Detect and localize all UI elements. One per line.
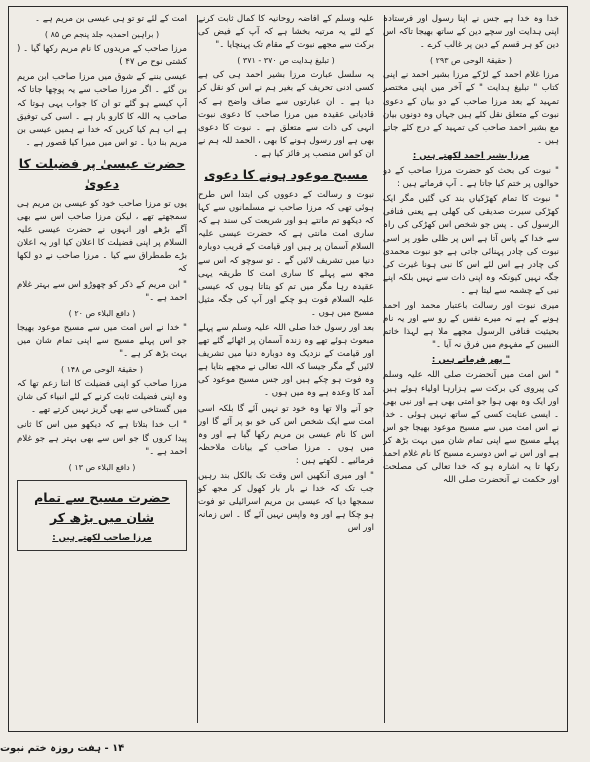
paragraph: " نبوت کا تمام کھڑکیاں بند کی گئیں مگر ایک کھڑکی سیرت صدیقی کی کھلی ہے یعنی فنافی الرسول کی ۔ پس جو شخص اس کھڑکی کی راہ سے خدا کے پاس آتا ہے اس پر ظلی طور پر اسی نبوت کی چادر پہنائی جاتی ہے جو نبوت محمدی کی چادر ہے اس لئے اس کا نبی ہونا غیرت کی جگہ نہیں کیونکہ وہ اپنی ذات سے نہیں بلکہ اپنے نبی کے چشمہ سے لیتا ہے ۔ bbox=[383, 194, 559, 296]
quote: " اب خدا بتلاتا ہے کہ دیکھو میں اس کا ثانی پیدا کروں گا جو اس سے بھی بہتر ہے جو غلام احمد ہے ۔" bbox=[17, 420, 187, 457]
paragraph: امت کے لئے تو تو ہی عیسی بن مریم ہے ۔ bbox=[34, 14, 187, 24]
reference: ( دافع البلاء ص ۲۰ ) bbox=[68, 308, 136, 318]
page-frame bbox=[8, 6, 568, 732]
paragraph: مرزا غلام احمد کے لڑکے مرزا بشیر احمد نے اپنی کتاب " تبلیغ ہدایت " کے آخر میں اپنی مختصر تمہید کے بعد مرزا صاحب کے دو بیان کے دعوی نبوت کے متعلق نقل کئے ہیں جہاں وہ دونوں بیان مع بشیر احمد صاحب کی تمہید کے درج کئے جاتے ہیں ۔ bbox=[383, 70, 559, 146]
box-subheading: مرزا صاحب لکھتے ہیں : bbox=[52, 532, 152, 543]
paragraph: میری نبوت اور رسالت باعتبار محمد اور احمد ہونے کے ہے نہ میرے نفس کے رو سے اور یہ نام بحیثیت فنافی الرسول مجھے ملا ہے لہذا خاتم النبیین کے مفہوم میں فرق نہ آیا ۔" bbox=[383, 300, 559, 351]
quote: " خدا نے اس امت میں سے مسیح موعود بھیجا جو اس پہلے مسیح سے اپنی تمام شان میں بہت بڑھ کر ہے ۔" bbox=[17, 322, 187, 359]
box-heading: حضرت مسیح سے تمام شان میں بڑھ کر bbox=[34, 489, 170, 525]
section-heading: حضرت عیسیٰ پر فضیلت کا دعویٰ bbox=[18, 155, 186, 191]
paragraph: مرزا صاحب کے مریدوں کا نام مریم رکھا گیا ۔ ( کشتی نوح ص ۴۷ ) bbox=[17, 44, 187, 68]
paragraph: جو آنے والا تھا وہ خود تو نہیں آئے گا بلکہ اسی امت سے ایک شخص اس کی خو بو پر آئے گا اور اس کا نام عیسی بن مریم رکھا گیا ہے اور وہ میں ہوں ۔ مرزا صاحب کے بیانات ملاحظہ فرمائیے ۔ لکھتے ہیں : bbox=[198, 403, 374, 466]
paragraph: عیسی بننے کے شوق میں مرزا صاحب ابن مریم بن گئے ۔ اگر مرزا صاحب سے یہ پوچھا جاتا کہ آپ کیسے ہو گئے تو ان کا جواب یہی ہوتا کہ صاحب یہ اللہ کا کارو بار ہے ۔ اسی کی توفیق ہے اب ہم کیا کریں کہ خدا نے ہمیں عیسی بن مریم بنا دیا ۔ تو اس میں میرا کیا قصور ہے ۔ bbox=[17, 72, 187, 148]
column-right bbox=[383, 13, 559, 725]
paragraph: نبوت و رسالت کے دعووں کی ابتدا اس طرح ہوئی تھی کہ مرزا صاحب نے مسلمانوں سے کہا کہ دیکھو تم مانتے ہو اور شریعت کی سند ہے کہ ساری امت مانتی ہے کہ حضرت عیسی علیہ السلام آسمان پر ہیں اور قیامت کے قریب دوبارہ دنیا میں تشریف لائیں گے ۔ تو سوچو کہ اس سے مجھ سے پہلے کا ساری امت کا طریقہ یہی عقیدہ رہا مگر میں تم کو بتاتا ہوں کہ عیسی علیہ السلام فوت ہو چکے اور آپ کی جگہ مثیل مسیح میں ہوں ۔ bbox=[198, 190, 374, 318]
paragraph: مرزا صاحب کو اپنی فضیلت کا اتنا زعم تھا کہ وہ اپنی فضیلت ثابت کرنے کے لئے انبیاء کی شان میں گستاخی سے بھی گریز نہیں کرتے تھے ۔ bbox=[17, 379, 187, 416]
page-footer: ۱۴ - ہفت روزہ ختم نبوت bbox=[0, 743, 125, 754]
section-heading: مسیح موعود ہونے کا دعوی bbox=[204, 167, 368, 183]
subheading: مرزا بشیر احمد لکھتے ہیں : bbox=[412, 150, 530, 161]
reference: ( براہین احمدیہ جلد پنجم ص ۸۵ ) bbox=[44, 30, 160, 40]
paragraph: " نبوت کی بحث کو حضرت مرزا صاحب کے دو حوالوں پر ختم کیا جاتا ہے ۔ آپ فرماتے ہیں : bbox=[383, 166, 559, 190]
reference: ( حقیقۃ الوحی ص ۲۹۳ ) bbox=[429, 56, 513, 66]
reference: ( تبلیغ ہدایت ص ۳۷۰ - ۳۷۱ ) bbox=[237, 56, 335, 66]
boxed-heading bbox=[17, 480, 187, 551]
column-middle bbox=[198, 13, 374, 725]
paragraph: علیہ وسلم کے افاضہ روحانیہ کا کمال ثابت کرنے کے لئے یہ مرتبہ بخشا ہے کہ آپ کے فیض کی برکت سے مجھے نبوت کے مقام تک پہنچایا ۔" bbox=[198, 14, 374, 51]
paragraph: یوں تو مرزا صاحب خود کو عیسی بن مریم ہی سمجھتے تھے ، لیکن مرزا صاحب اس سے بھی آگے بڑھے اور انہوں نے حضرت عیسی علیہ السلام پر اپنی فضیلت کا اعلان کیا اور یہ اعلان بڑے طمطراق سے کیا ۔ مرزا صاحب نے دو لکھا کہ bbox=[17, 198, 187, 275]
paragraph: خدا وہ خدا ہے جس نے اپنا رسول اور فرستادہ اپنی ہدایت اور سچے دین کے ساتھ بھیجا تاکہ اس دین کو ہر قسم کے دین پر غالب کرے ۔ bbox=[383, 14, 559, 51]
paragraph: یہ سلسل عبارت مرزا بشیر احمد ہی کی ہے کسی ادنی تحریف کے بغیر ہم نے اس کو نقل کر دیا ہے ۔ ان عبارتوں سے صاف واضح ہے کہ قادیانی عقیدہ میں مرزا صاحب کا دعوی نبوت انہی کی ذات سے متعلق ہے ۔ نبوت کا دعوی بھی ہے اور رسول ہونے کا بھی ، الحمد للہ ہم نے ان کو اس منصب پر فائز کیا ہے ۔ bbox=[198, 70, 374, 159]
paragraph: " اس امت میں آنحضرت صلی اللہ علیہ وسلم کی پیروی کی برکت سے ہزارہا اولیاء ہوئے ہیں اور ایک وہ بھی ہوا جو امتی بھی ہے اور نبی بھی ۔ ایسی عنایت کسی کے ساتھ نہیں ہوئی ۔ خدا نے اس امت میں سے مسیح موعود بھیجا جو اس پہلے مسیح سے اپنی تمام شان میں بہت بڑھ کر ہے اور اس نے اس دوسرے مسیح کا نام غلام احمد رکھا تا یہ اشارہ ہو کہ خدا تعالی کی مصلحت اور حکمت نے آنحضرت صلی اللہ bbox=[383, 370, 559, 486]
column-left bbox=[17, 13, 187, 725]
subheading: " پھر فرماتے ہیں : bbox=[431, 355, 511, 366]
reference: ( حقیقۃ الوحی ص ۱۴۸ ) bbox=[60, 365, 144, 375]
paragraph: بعد اور رسول خدا صلی اللہ علیہ وسلم سے پہلے مبعوث ہوئے تھے وہ زندہ آسمان پر اٹھائے گئے تھے اور قیامت کے نزدیک وہ دوبارہ دنیا میں تشریف لائیں گے مگر جیسا کہ اللہ تعالی نے مجھے بتایا ہے وہ فوت ہو چکے ہیں اور جس مسیح موعود کی آمد کا وعدہ ہے وہ میں ہوں ۔ bbox=[198, 322, 374, 399]
reference: ( دافع البلاء ص ۱۳ ) bbox=[68, 462, 136, 472]
paragraph: " اور میری آنکھیں اس وقت تک بالکل بند رہیں جب تک کہ خدا نے بار بار کھول کر مجھ کو سمجھا دیا کہ عیسی بن مریم اسرائیلی تو فوت ہو چکا ہے اور وہ واپس نہیں آئے گا ۔ اس زمانہ اور اس bbox=[198, 471, 374, 534]
quote: " ابن مریم کے ذکر کو چھوڑو اس سے بہتر غلام احمد ہے ۔" bbox=[17, 279, 187, 303]
